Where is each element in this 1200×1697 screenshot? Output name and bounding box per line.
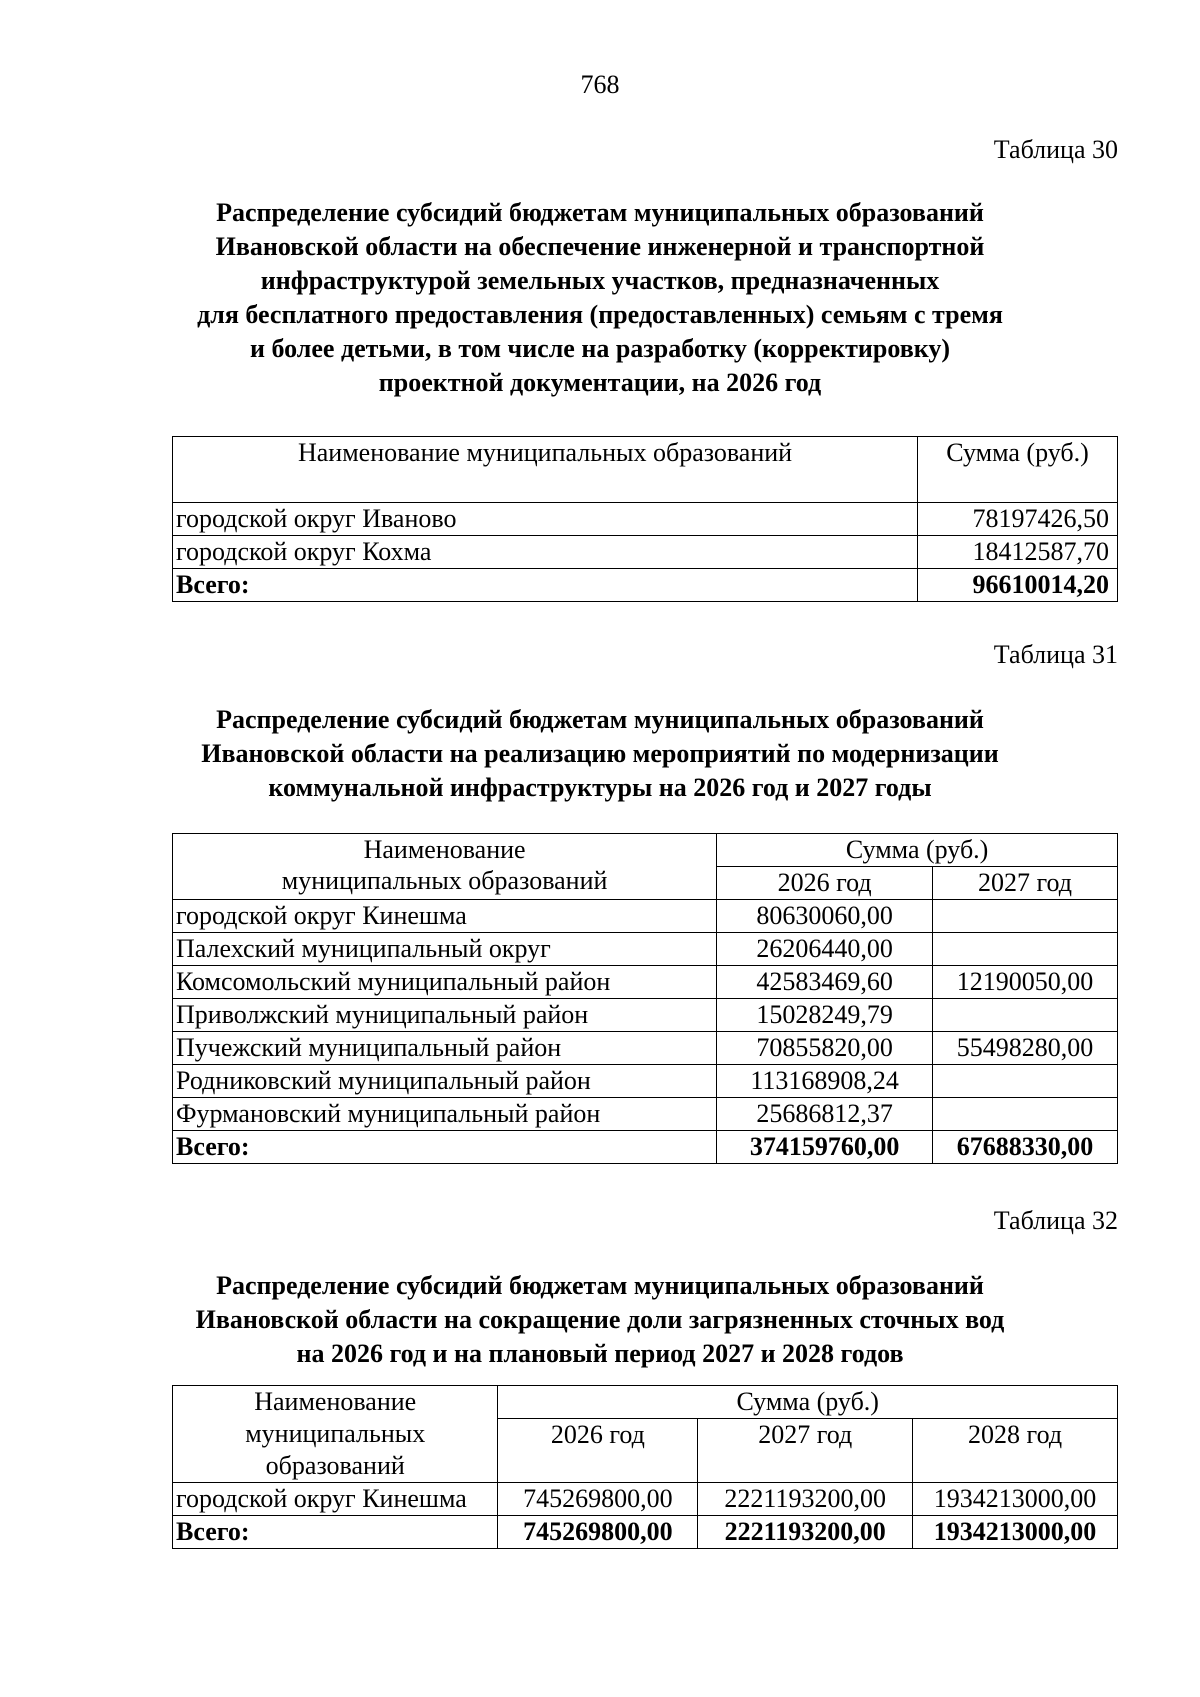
total-value-2026: 374159760,00 [717, 1131, 933, 1164]
header-year-2028: 2028 год [913, 1419, 1118, 1483]
header-name-line: образований [265, 1451, 405, 1480]
header-year-2026: 2026 год [498, 1419, 698, 1483]
table-30 [172, 436, 1118, 602]
table-row [173, 1032, 1118, 1065]
table-32-label: Таблица 32 [993, 1206, 1118, 1235]
page-number: 768 [580, 70, 620, 99]
row-value-2027: 12190050,00 [933, 966, 1118, 999]
row-value-2027: 55498280,00 [933, 1032, 1118, 1065]
row-name: Комсомольский муниципальный район [173, 966, 717, 999]
row-value-2027 [933, 900, 1118, 933]
table-31 [172, 833, 1118, 1164]
title-line: инфраструктурой земельных участков, предназначенных [260, 266, 940, 295]
total-value-2028: 1934213000,00 [913, 1516, 1118, 1549]
row-value-2026: 80630060,00 [717, 900, 933, 933]
row-value-2026: 745269800,00 [498, 1483, 698, 1516]
title-line: Ивановской области на сокращение доли загрязненных сточных вод [195, 1305, 1005, 1334]
table-30-label: Таблица 30 [993, 135, 1118, 164]
table-row [173, 900, 1118, 933]
table-row [173, 1065, 1118, 1098]
row-name: городской округ Кинешма [173, 1483, 498, 1516]
row-value-2027: 2221193200,00 [698, 1483, 913, 1516]
table-header-row [173, 437, 1118, 503]
table-31-title [150, 703, 1050, 805]
row-value-2026: 42583469,60 [717, 966, 933, 999]
row-value-2027 [933, 933, 1118, 966]
header-name-line: Наименование [254, 1387, 417, 1416]
table-row [173, 536, 1118, 569]
title-line: Распределение субсидий бюджетам муниципальных образований [216, 1271, 984, 1300]
row-value-2026: 70855820,00 [717, 1032, 933, 1065]
header-name [173, 834, 717, 900]
table-row [173, 999, 1118, 1032]
header-year-2027: 2027 год [698, 1419, 913, 1483]
table-32 [172, 1385, 1118, 1549]
total-label: Всего: [173, 1516, 498, 1549]
table-row [173, 966, 1118, 999]
title-line: Распределение субсидий бюджетам муниципальных образований [216, 198, 984, 227]
header-name-line: муниципальных образований [281, 866, 608, 895]
total-label: Всего: [173, 1131, 717, 1164]
row-name: Приволжский муниципальный район [173, 999, 717, 1032]
title-line: Ивановской области на обеспечение инженерной и транспортной [215, 232, 985, 261]
table-30-title [150, 196, 1050, 400]
table-total-row [173, 1131, 1118, 1164]
header-name [173, 1386, 498, 1483]
title-line: на 2026 год и на плановый период 2027 и 2028 годов [296, 1339, 904, 1368]
header-name: Наименование муниципальных образований [173, 437, 918, 503]
total-value-2026: 745269800,00 [498, 1516, 698, 1549]
row-value-2027 [933, 1065, 1118, 1098]
total-value-2027: 2221193200,00 [698, 1516, 913, 1549]
header-name-line: Наименование [363, 835, 526, 864]
row-value: 18412587,70 [918, 536, 1118, 569]
total-value: 96610014,20 [918, 569, 1118, 602]
row-value-2026: 25686812,37 [717, 1098, 933, 1131]
row-name: городской округ Кохма [173, 536, 918, 569]
title-line: коммунальной инфраструктуры на 2026 год и 2027 годы [268, 773, 932, 802]
row-value-2028: 1934213000,00 [913, 1483, 1118, 1516]
row-value: 78197426,50 [918, 503, 1118, 536]
row-value-2026: 26206440,00 [717, 933, 933, 966]
header-year-2026: 2026 год [717, 867, 933, 900]
table-total-row [173, 569, 1118, 602]
table-header-row [173, 1386, 1118, 1419]
header-name-line: муниципальных [245, 1419, 426, 1448]
row-name: городской округ Кинешма [173, 900, 717, 933]
title-line: для бесплатного предоставления (предоставленных) семьям с тремя [197, 300, 1003, 329]
table-row [173, 503, 1118, 536]
row-name: Фурмановский муниципальный район [173, 1098, 717, 1131]
header-year-2027: 2027 год [933, 867, 1118, 900]
row-name: Палехский муниципальный округ [173, 933, 717, 966]
row-value-2026: 113168908,24 [717, 1065, 933, 1098]
row-value-2027 [933, 1098, 1118, 1131]
row-value-2026: 15028249,79 [717, 999, 933, 1032]
table-31-label: Таблица 31 [993, 640, 1118, 669]
table-32-title [150, 1269, 1050, 1371]
header-sum: Сумма (руб.) [918, 437, 1118, 503]
header-sum: Сумма (руб.) [717, 834, 1118, 867]
title-line: и более детьми, в том числе на разработку (корректировку) [249, 334, 951, 363]
row-name: городской округ Иваново [173, 503, 918, 536]
table-row [173, 1483, 1118, 1516]
total-value-2027: 67688330,00 [933, 1131, 1118, 1164]
table-row [173, 1098, 1118, 1131]
row-name: Пучежский муниципальный район [173, 1032, 717, 1065]
table-row [173, 933, 1118, 966]
row-name: Родниковский муниципальный район [173, 1065, 717, 1098]
title-line: Распределение субсидий бюджетам муниципальных образований [216, 705, 984, 734]
header-sum: Сумма (руб.) [498, 1386, 1118, 1419]
table-total-row [173, 1516, 1118, 1549]
row-value-2027 [933, 999, 1118, 1032]
title-line: Ивановской области на реализацию мероприятий по модернизации [201, 739, 999, 768]
title-line: проектной документации, на 2026 год [378, 368, 822, 397]
total-label: Всего: [173, 569, 918, 602]
table-header-row [173, 834, 1118, 867]
